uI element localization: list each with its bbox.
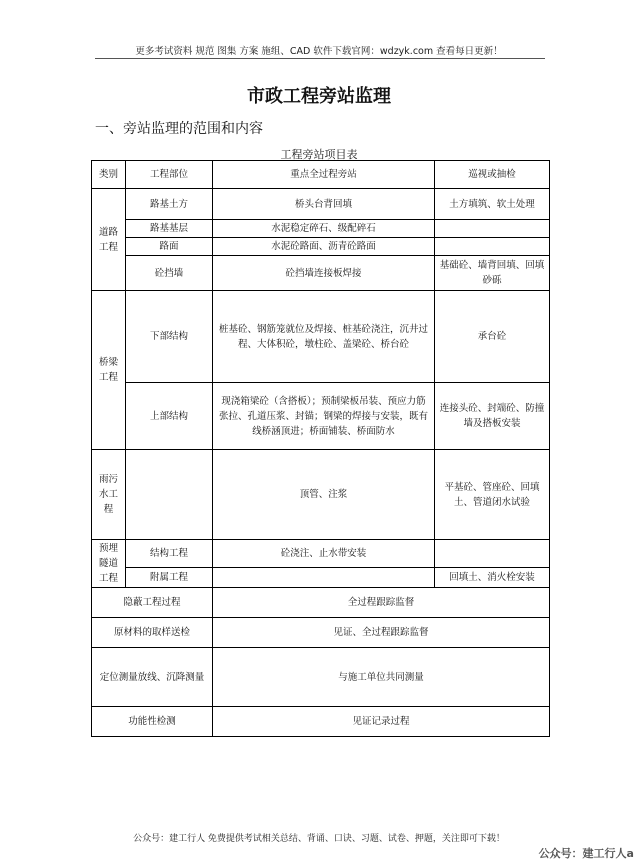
work-part: 上部结构 (126, 383, 213, 450)
header-banner: 更多考试资料 规范 图集 方案 施组、CAD 软件下载官网：wdzyk.com 查看每日更新！ (135, 46, 503, 57)
table-row (92, 189, 550, 220)
inspection-cell: 连接头砼、封端砼、防撞墙及搭板安装 (435, 383, 550, 450)
work-part: 附属工程 (126, 568, 213, 588)
category-road: 道路工程 (92, 189, 126, 291)
table-row (92, 588, 550, 618)
table-row (92, 220, 550, 238)
general-item: 原材料的取样送检 (92, 618, 213, 648)
category-tunnel: 预埋隧道工程 (92, 540, 126, 588)
table-header-row (92, 161, 550, 189)
work-part (126, 450, 213, 540)
focus-cell: 桩基砼、钢筋笼就位及焊接、桩基砼浇注，沉井过程、大体积砼，墩柱砼、盖梁砼、桥台砼 (213, 291, 435, 383)
table-row (92, 618, 550, 648)
inspection-cell: 土方填筑、软土处理 (435, 189, 550, 220)
inspection-cell (435, 540, 550, 568)
focus-cell: 现浇箱梁砼（含搭板）；预制梁板吊装、预应力筋张拉、孔道压浆、封锚；钢梁的焊接与安装，既有线桥涵顶进；桥面铺装、桥面防水 (213, 383, 435, 450)
work-part: 路面 (126, 238, 213, 256)
footer-note: 公众号：建工行人 免费提供考试相关总结、背诵、口诀、习题、试卷、押题，关注即可下载！ (133, 834, 505, 844)
work-part: 路基土方 (126, 189, 213, 220)
table-row (92, 256, 550, 291)
table-row (92, 648, 550, 707)
focus-cell: 砼浇注、止水带安装 (213, 540, 435, 568)
inspection-cell: 承台砼 (435, 291, 550, 383)
table-row (92, 707, 550, 737)
category-sewer: 雨污水工程 (92, 450, 126, 540)
general-content: 见证、全过程跟踪监督 (213, 618, 550, 648)
table-row (92, 238, 550, 256)
inspection-cell: 回填土、消火栓安装 (435, 568, 550, 588)
column-header: 类别 (92, 161, 126, 189)
category-bridge: 桥梁工程 (92, 291, 126, 450)
work-part: 结构工程 (126, 540, 213, 568)
focus-cell: 砼挡墙连接板焊接 (213, 256, 435, 291)
focus-cell: 顶管、注浆 (213, 450, 435, 540)
general-content: 见证记录过程 (213, 707, 550, 737)
inspection-cell (435, 238, 550, 256)
inspection-cell (435, 220, 550, 238)
general-content: 全过程跟踪监督 (213, 588, 550, 618)
general-item: 隐蔽工程过程 (92, 588, 213, 618)
watermark: 公众号：建工行人a (538, 847, 634, 860)
work-part: 砼挡墙 (126, 256, 213, 291)
section-heading: 一、旁站监理的范围和内容 (95, 121, 263, 137)
column-header: 重点全过程旁站 (213, 161, 435, 189)
general-content: 与施工单位共同测量 (213, 648, 550, 707)
focus-cell: 水泥砼路面、沥青砼路面 (213, 238, 435, 256)
work-part: 下部结构 (126, 291, 213, 383)
general-item: 定位测量放线、沉降测量 (92, 648, 213, 707)
header-divider (95, 58, 545, 59)
column-header: 工程部位 (126, 161, 213, 189)
column-header: 巡视或抽检 (435, 161, 550, 189)
document-title: 市政工程旁站监理 (247, 86, 391, 107)
table-row (92, 383, 550, 450)
table-row (92, 540, 550, 568)
table-row (92, 450, 550, 540)
inspection-cell: 平基砼、管座砼、回填土、管道闭水试验 (435, 450, 550, 540)
inspection-cell: 基础砼、墙背回填、回填砂砾 (435, 256, 550, 291)
focus-cell: 水泥稳定碎石、级配碎石 (213, 220, 435, 238)
table-row (92, 568, 550, 588)
table-caption: 工程旁站项目表 (280, 148, 358, 161)
general-item: 功能性检测 (92, 707, 213, 737)
project-table (91, 160, 550, 737)
focus-cell: 桥头台背回填 (213, 189, 435, 220)
focus-cell (213, 568, 435, 588)
work-part: 路基基层 (126, 220, 213, 238)
table-row (92, 291, 550, 383)
